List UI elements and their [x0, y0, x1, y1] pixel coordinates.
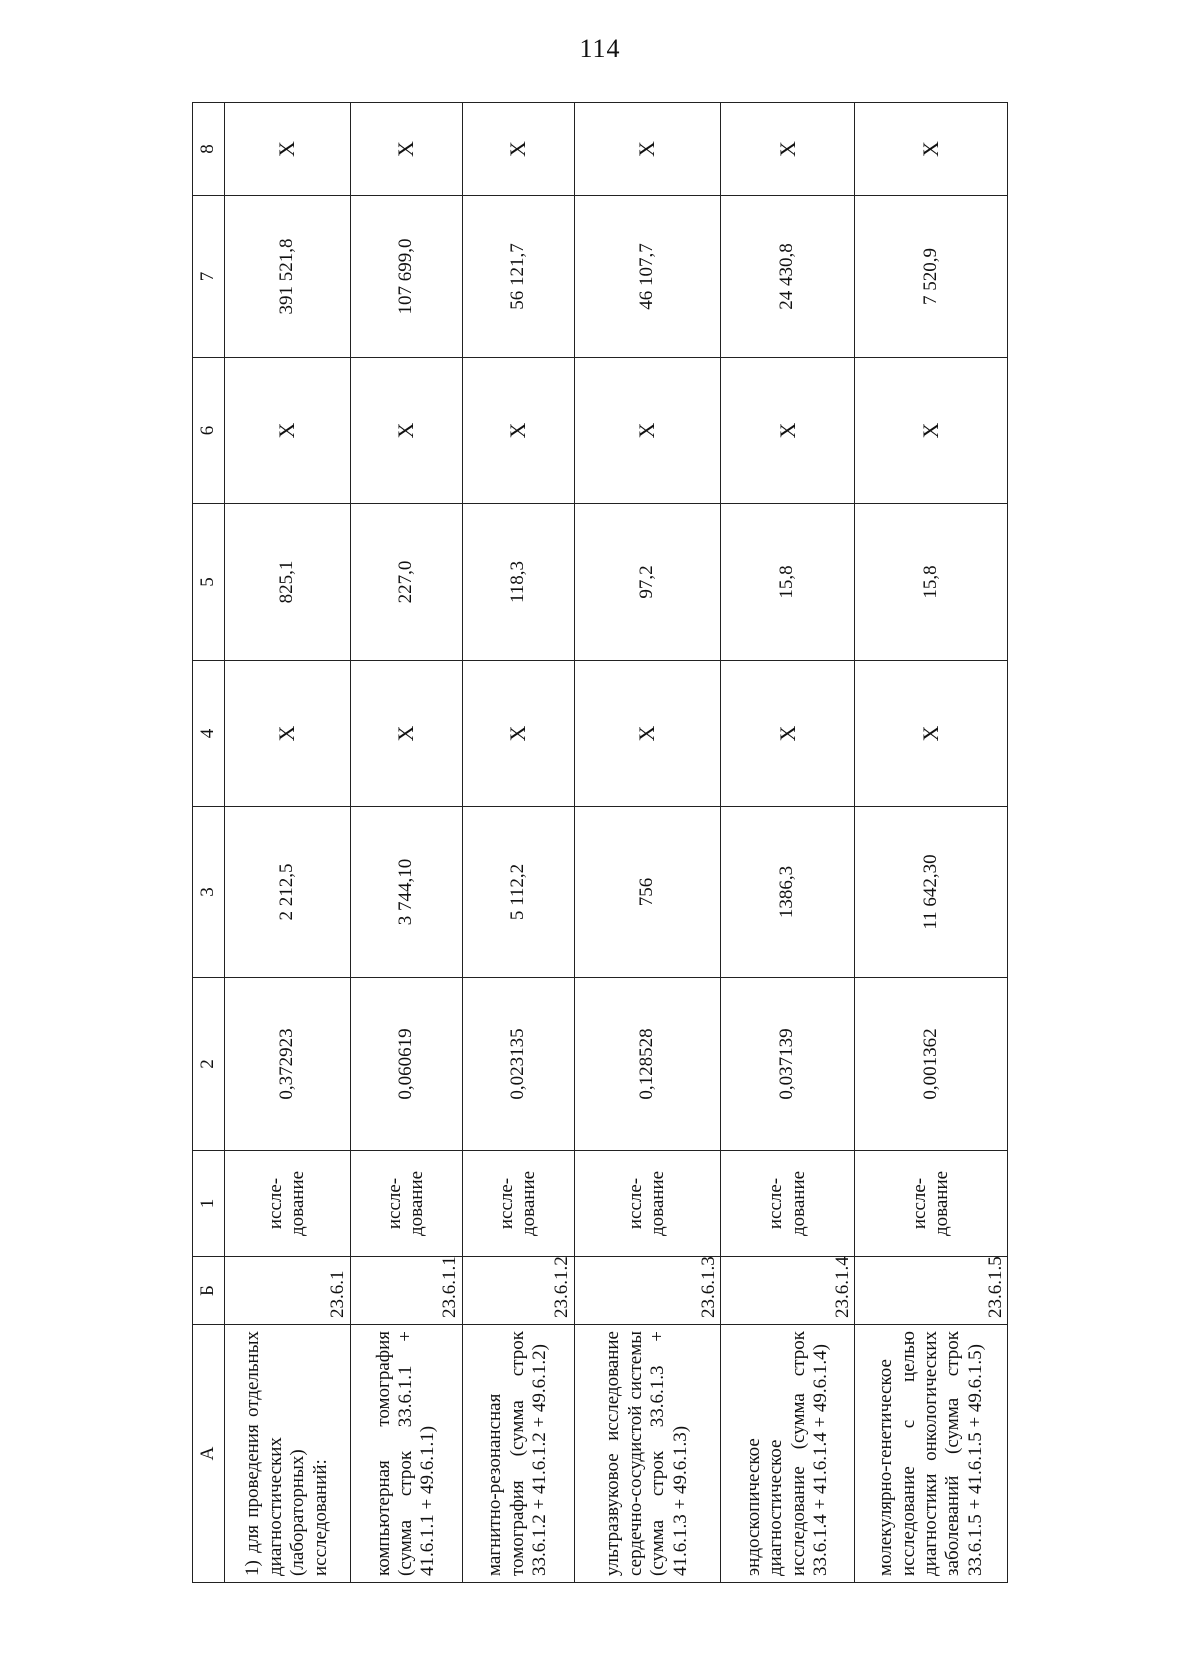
row-col-8: Х	[224, 103, 350, 196]
row-code: 23.6.1.1	[350, 1257, 462, 1325]
page-number: 114	[579, 34, 621, 63]
row-col-8: Х	[350, 103, 462, 196]
header-cell: 8	[193, 103, 225, 196]
row-col-4: Х	[224, 661, 350, 807]
header-cell: 7	[193, 196, 225, 358]
row-col-6: Х	[350, 358, 462, 504]
row-col-3: 756	[574, 807, 721, 978]
row-col-6: Х	[462, 358, 574, 504]
table-row	[224, 103, 350, 1583]
row-col-8: Х	[721, 103, 855, 196]
row-description: 1) для проведения отдельных диагностических (лабораторных) исследований:	[224, 1325, 350, 1583]
table-row	[855, 103, 1008, 1583]
row-col-5: 825,1	[224, 504, 350, 661]
header-cell: 5	[193, 504, 225, 661]
row-col-5: 97,2	[574, 504, 721, 661]
header-cell: 3	[193, 807, 225, 978]
row-col-3: 11 642,30	[855, 807, 1008, 978]
table-container	[192, 103, 1008, 1583]
row-col-4: Х	[855, 661, 1008, 807]
row-col-4: Х	[721, 661, 855, 807]
row-col-3: 5 112,2	[462, 807, 574, 978]
row-code: 23.6.1.3	[574, 1257, 721, 1325]
row-col-6: Х	[574, 358, 721, 504]
header-cell: 1	[193, 1151, 225, 1257]
row-code: 23.6.1.4	[721, 1257, 855, 1325]
row-unit: иссле-дование	[350, 1151, 462, 1257]
row-col-5: 15,8	[855, 504, 1008, 661]
row-col-8: Х	[462, 103, 574, 196]
row-unit: иссле-дование	[462, 1151, 574, 1257]
row-code: 23.6.1.5	[855, 1257, 1008, 1325]
row-col-7: 391 521,8	[224, 196, 350, 358]
row-code: 23.6.1.2	[462, 1257, 574, 1325]
row-col-3: 1386,3	[721, 807, 855, 978]
row-col-3: 3 744,10	[350, 807, 462, 978]
table-row	[721, 103, 855, 1583]
data-table	[192, 102, 1008, 1583]
row-col-8: Х	[574, 103, 721, 196]
row-unit: иссле-дование	[855, 1151, 1008, 1257]
row-col-6: Х	[721, 358, 855, 504]
row-col-6: Х	[855, 358, 1008, 504]
header-row	[193, 103, 225, 1583]
header-cell: А	[193, 1325, 225, 1583]
row-description: эндоскопическое диагностическое исследование (сумма строк 33.6.1.4 + 41.6.1.4 + 49.6.1.4)	[721, 1325, 855, 1583]
row-col-2: 0,001362	[855, 978, 1008, 1151]
row-description: магнитно-резонансная томография (сумма строк 33.6.1.2 + 41.6.1.2 + 49.6.1.2)	[462, 1325, 574, 1583]
row-col-4: Х	[574, 661, 721, 807]
row-description: ультразвуковое исследование сердечно-сосудистой системы (сумма строк 33.6.1.3 + 41.6.1.3 + 49.6.1.3)	[574, 1325, 721, 1583]
row-description: молекулярно-генетическое исследование с целью диагностики онкологических заболеваний (сумма строк 33.6.1.5 + 41.6.1.5 + 49.6.1.5)	[855, 1325, 1008, 1583]
row-col-7: 107 699,0	[350, 196, 462, 358]
row-col-4: Х	[350, 661, 462, 807]
row-unit: иссле-дование	[721, 1151, 855, 1257]
table-row	[462, 103, 574, 1583]
rotated-table-wrapper	[192, 103, 1008, 1583]
header-cell: 2	[193, 978, 225, 1151]
row-col-7: 7 520,9	[855, 196, 1008, 358]
row-col-5: 118,3	[462, 504, 574, 661]
row-description: компьютерная томография (сумма строк 33.6.1.1 + 41.6.1.1 + 49.6.1.1)	[350, 1325, 462, 1583]
row-unit: иссле-дование	[574, 1151, 721, 1257]
row-col-2: 0,060619	[350, 978, 462, 1151]
header-cell: 6	[193, 358, 225, 504]
row-col-3: 2 212,5	[224, 807, 350, 978]
row-col-2: 0,037139	[721, 978, 855, 1151]
row-unit: иссле-дование	[224, 1151, 350, 1257]
row-col-4: Х	[462, 661, 574, 807]
row-col-7: 46 107,7	[574, 196, 721, 358]
row-col-5: 227,0	[350, 504, 462, 661]
row-col-2: 0,128528	[574, 978, 721, 1151]
table-row	[574, 103, 721, 1583]
row-col-7: 56 121,7	[462, 196, 574, 358]
row-col-7: 24 430,8	[721, 196, 855, 358]
row-col-2: 0,372923	[224, 978, 350, 1151]
row-code: 23.6.1	[224, 1257, 350, 1325]
row-col-2: 0,023135	[462, 978, 574, 1151]
header-cell: Б	[193, 1257, 225, 1325]
table-row	[350, 103, 462, 1583]
row-col-8: Х	[855, 103, 1008, 196]
row-col-6: Х	[224, 358, 350, 504]
header-cell: 4	[193, 661, 225, 807]
row-col-5: 15,8	[721, 504, 855, 661]
